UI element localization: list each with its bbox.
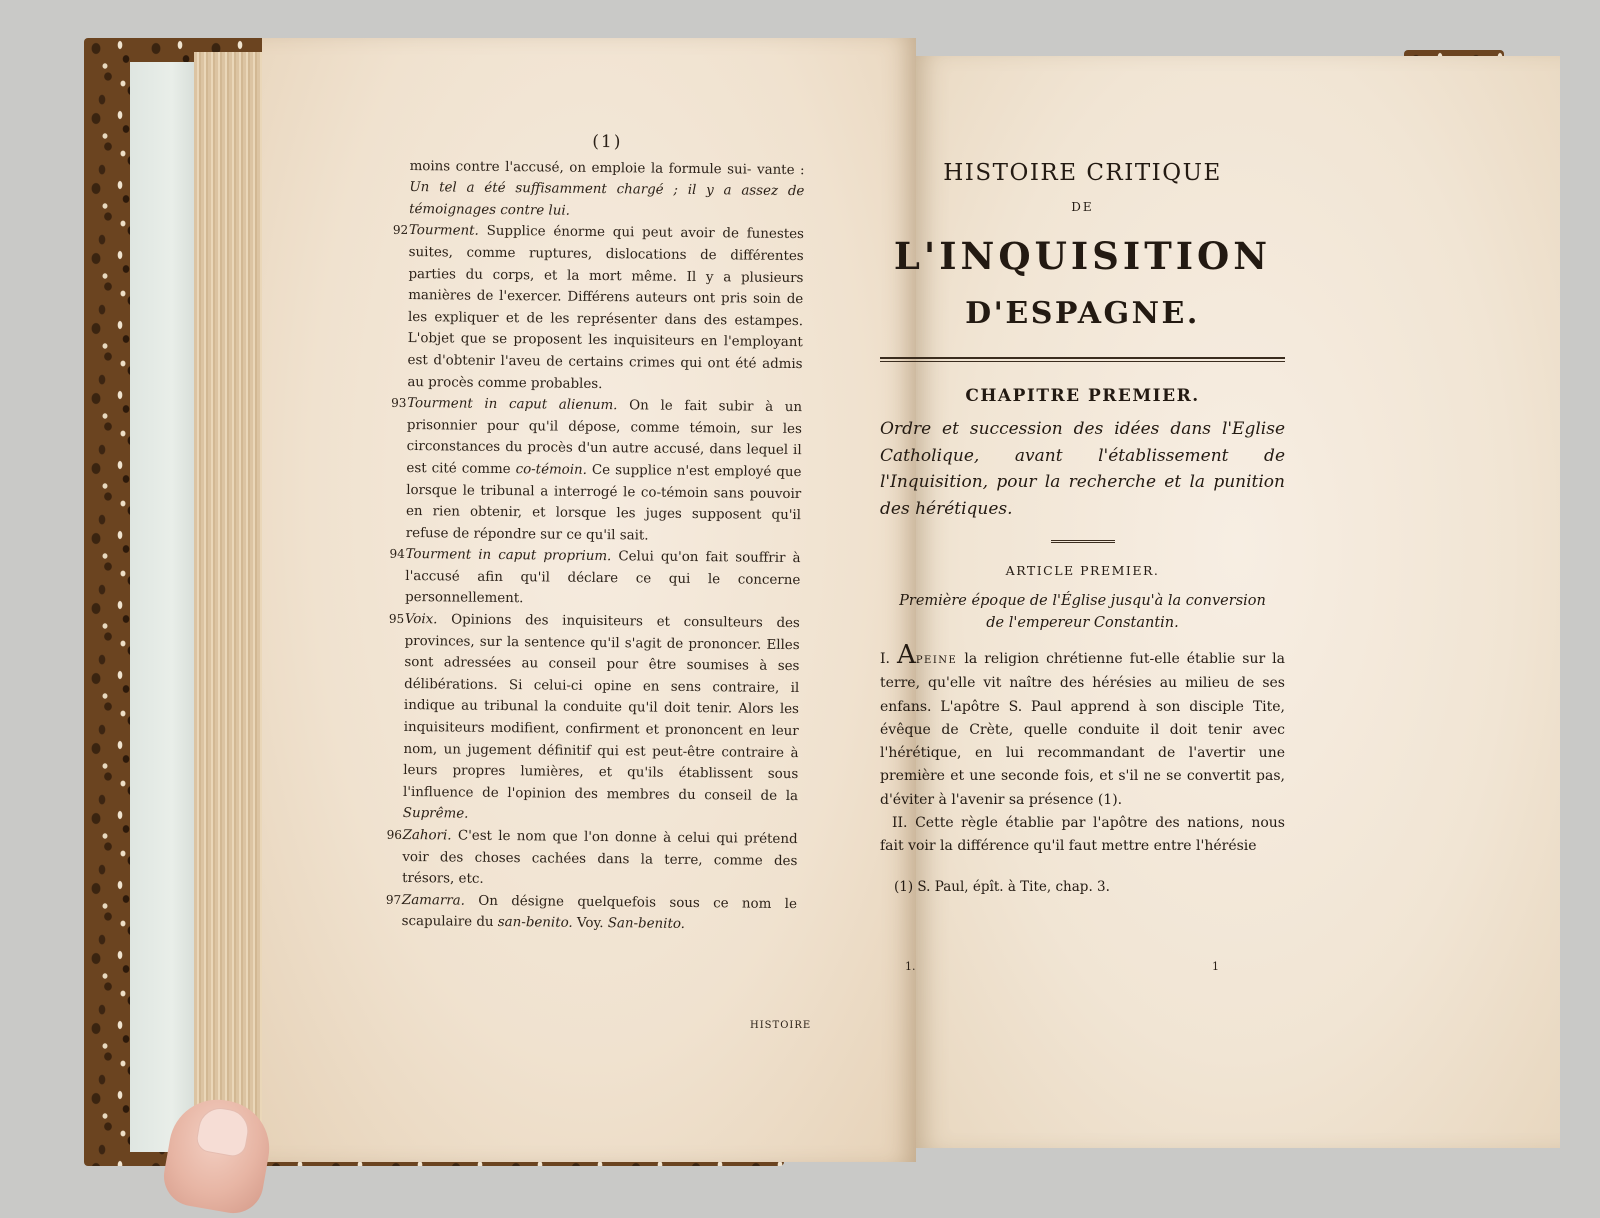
short-rule (1051, 540, 1115, 543)
entry-italic: co-témoin. (515, 462, 588, 478)
glossary-entry-92 (392, 220, 805, 397)
drop-capital: A (897, 640, 916, 670)
page-number: (1) (592, 131, 623, 153)
entry-term: Tourment in caput alienum. (407, 396, 618, 414)
glossary-entry-94 (389, 544, 801, 613)
title-line-3: D'ESPAGNE. (965, 296, 1200, 331)
intro-line-2: vante : (756, 162, 805, 178)
entry-number: 96 (386, 827, 402, 842)
entry-text-2: Ce supplice n'est employé que lorsque le tribunal a interrogé le co-témoin sans pouvoir en rien obtenir, et lorsque les juges supposent qu'il refuse de répondre sur ce qu'il sait. (405, 462, 802, 544)
intro-line-1: moins contre l'accusé, on emploie la formule sui- (409, 158, 752, 178)
entry-text-2: Voy. (572, 916, 608, 932)
chapter-subtitle: Ordre et succession des idées dans l'Eglise Catholique, avant l'établissement de l'Inquisition, pour la recherche et la punition des hérétiques. (880, 419, 1285, 519)
glossary-entry-97 (385, 890, 797, 937)
article-subtitle-line-1: Première époque de l'Église jusqu'à la conversion (899, 593, 1266, 609)
small-caps-word: PEINE (915, 655, 958, 666)
entry-text: Supplice énorme qui peut avoir de funestes suites, comme ruptures, dislocations de différentes parties du corps, et la mort même. Il y a plusieurs manières de l'exercer. Différens auteurs ont pris soin de les expliquer et de les représenter dans des estampes. L'objet que se proposent les inquisiteurs en l'employant est d'obtenir l'aveu de certains crimes qui ont été admis au procès comme probables. (407, 224, 805, 392)
entry-number: 95 (388, 611, 405, 627)
entry-term: Tourment in caput proprium. (405, 547, 612, 565)
entry-text: On le fait subir à un prisonnier pour qu'il dépose, comme témoin, sur les circonstances du procès d'un autre accusé, dans lequel il est cité comme (406, 398, 803, 478)
paragraph-number: I. (880, 651, 890, 667)
entry-text: C'est le nom que l'on donne à celui qui prétend voir des choses cachées dans la terre, comme des trésors, etc. (402, 828, 798, 887)
right-page-text (880, 160, 1285, 895)
glossary-entry-95 (388, 609, 800, 829)
entry-italic-2: San-benito. (607, 916, 686, 933)
entry-term: Zahori. (402, 827, 452, 844)
entry-italic: Suprême. (402, 806, 469, 823)
entry-number: 93 (391, 395, 407, 411)
glossary-entry-93 (391, 393, 803, 548)
left-page-text (385, 130, 805, 937)
double-rule (880, 357, 1285, 362)
entry-number: 94 (389, 547, 405, 562)
thumbnail-nail (195, 1105, 252, 1159)
entry-number: 92 (392, 223, 409, 238)
entry-term: Zamarra. (401, 892, 466, 909)
chapter-heading: CHAPITRE PREMIER. (965, 386, 1200, 406)
title-line-1: HISTOIRE CRITIQUE (943, 160, 1222, 186)
endpaper (130, 62, 200, 1152)
article-subtitle (880, 590, 1285, 634)
entry-term: Voix. (404, 612, 438, 628)
signature-mark-left: 1. (905, 960, 916, 973)
entry-text: Celui qu'on fait souffrir à l'accusé afin qu'il déclare ce qui le concerne personnellement. (405, 549, 801, 607)
entry-text: On désigne quelquefois sous ce nom le scapulaire du (401, 893, 797, 931)
intro-paragraph (409, 156, 805, 225)
entry-text: Opinions des inquisiteurs et consulteurs des provinces, sur la sentence qu'il s'agit de prononcer. Elles sont adressées au conseil pour être soumises à ses délibérations. Si celui-ci opine en sens contraire, il indique au tribunal la conduite qu'il doit tenir. Alors les inquisiteurs modifient, confirment et prononcent en leur nom, un jugement définitif qui est peut-être contraire à leurs propres lumières, et qu'ils établissent sous l'influence de l'opinion des membres du conseil de la (402, 612, 800, 804)
paragraph-1 (880, 640, 1286, 812)
footnote: (1) S. Paul, épît. à Tite, chap. 3. (894, 878, 1110, 895)
article-heading: ARTICLE PREMIER. (1005, 563, 1160, 578)
title-line-2: L'INQUISITION (893, 234, 1272, 278)
glossary-entry-96 (386, 825, 798, 894)
intro-italic: Un tel a été suffisamment chargé ; il y a assez de témoignages contre lui. (409, 180, 805, 219)
paragraph-2: II. Cette règle établie par l'apôtre des nations, nous fait voir la différence qu'il faut mettre entre l'hérésie (880, 815, 1285, 855)
article-subtitle-line-2: de l'empereur Constantin. (986, 615, 1179, 631)
title-de: DE (1071, 200, 1094, 214)
catchword: HISTOIRE (750, 1020, 812, 1031)
entry-term: Tourment. (408, 223, 479, 240)
entry-italic: san-benito. (497, 915, 573, 932)
entry-number: 97 (385, 892, 402, 907)
signature-mark-right: 1 (1212, 960, 1219, 973)
paragraph-text: la religion chrétienne fut-elle établie sur la terre, qu'elle vit naître des hérésies au milieu de ses enfans. L'apôtre S. Paul apprend à son disciple Tite, évêque de Crète, quelle conduite il doit tenir avec l'hérétique, en lui recommandant de l'avertir une première et une seconde fois, et s'il ne se convertit pas, d'éviter à l'avenir sa présence (1). (880, 651, 1286, 808)
